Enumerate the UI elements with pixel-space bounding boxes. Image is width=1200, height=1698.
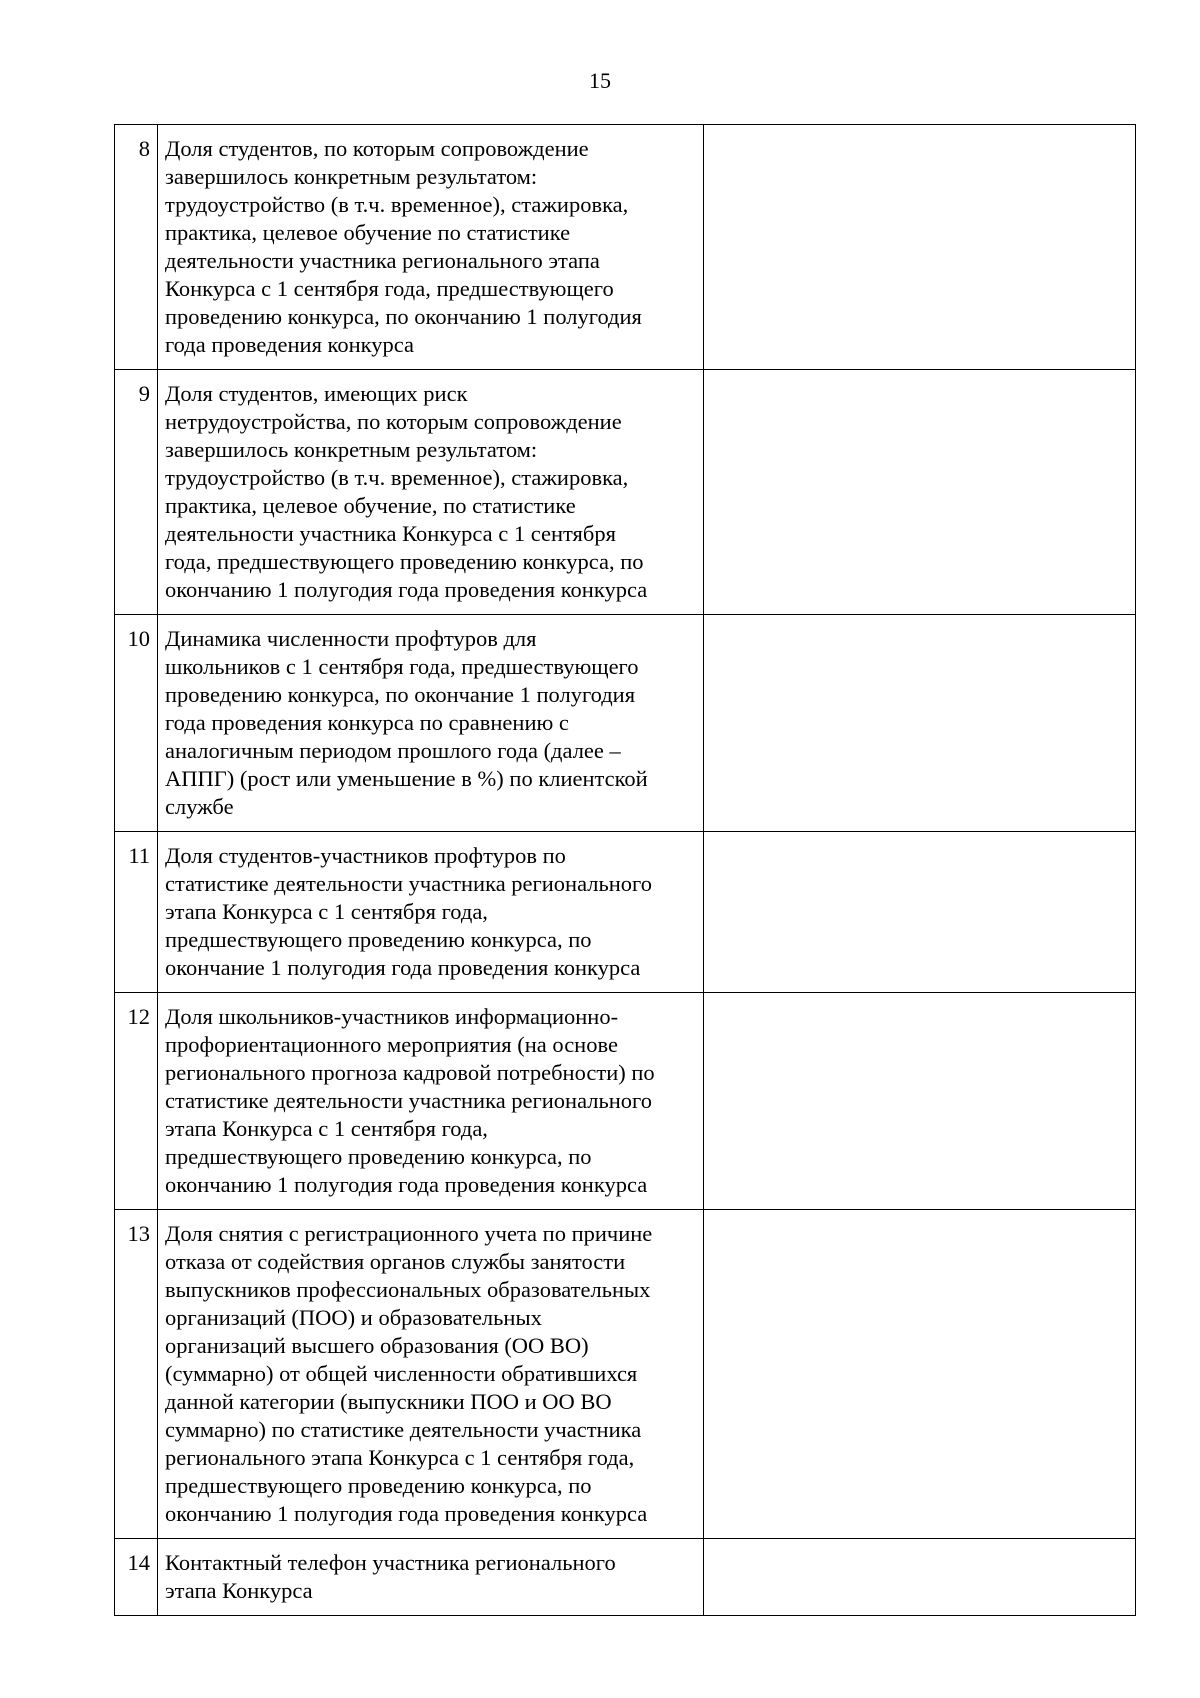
value-cell[interactable] <box>704 1210 1136 1539</box>
table-row <box>115 370 1136 615</box>
criterion-text <box>158 1539 704 1616</box>
criterion-text-content: Доля студентов, имеющих риск нетрудоустройства, по которым сопровождение завершилось конкретным результатом: трудоустройство (в т.ч. временное), стажировка, практика, целевое обучение, по статистике деятельности участника Конкурса с 1 сентября года, предшествующего проведению конкурса, по окончанию 1 полугодия года проведения конкурса <box>165 381 648 602</box>
criteria-table <box>114 124 1136 1616</box>
criterion-text <box>158 1210 704 1539</box>
table-row <box>115 615 1136 832</box>
row-number: 9 <box>115 370 158 615</box>
criterion-text <box>158 993 704 1210</box>
row-number: 8 <box>115 125 158 370</box>
table-row <box>115 1210 1136 1539</box>
row-number: 11 <box>115 832 158 993</box>
criterion-text-content: Доля школьников-участников информационно- профориентационного мероприятия (на основе регионального прогноза кадровой потребности) по статистике деятельности участника регионального этапа Конкурса с 1 сентября года, предшествующего проведению конкурса, по окончанию 1 полугодия года проведения конкурса <box>165 1004 655 1197</box>
row-number: 14 <box>115 1539 158 1616</box>
table-row <box>115 1539 1136 1616</box>
criterion-text-content: Контактный телефон участника регионального этапа Конкурса <box>165 1550 616 1603</box>
value-cell[interactable] <box>704 125 1136 370</box>
value-cell[interactable] <box>704 615 1136 832</box>
criterion-text <box>158 125 704 370</box>
criterion-text-content: Доля студентов, по которым сопровождение завершилось конкретным результатом: трудоустройство (в т.ч. временное), стажировка, практика, целевое обучение по статистике деятельности участника регионального этапа Конкурса с 1 сентября года, предшествующего проведению конкурса, по окончанию 1 полугодия года проведения конкурса <box>165 136 642 357</box>
value-cell[interactable] <box>704 370 1136 615</box>
criterion-text-content: Доля снятия с регистрационного учета по причине отказа от содействия органов службы занятости выпускников профессиональных образовательных организаций (ПОО) и образовательных организаций высшего образования (ОО ВО) (суммарно) от общей численности обратившихся данной категории (выпускники ПОО и ОО ВО суммарно) по статистике деятельности участника регионального этапа Конкурса с 1 сентября года, предшествующего проведению конкурса, по окончанию 1 полугодия года проведения конкурса <box>165 1221 653 1526</box>
table-row <box>115 993 1136 1210</box>
page-number: 15 <box>589 68 611 93</box>
criterion-text <box>158 832 704 993</box>
criterion-text <box>158 370 704 615</box>
criterion-text-content: Динамика численности профтуров для школьников с 1 сентября года, предшествующего проведению конкурса, по окончание 1 полугодия года проведения конкурса по сравнению с аналогичным периодом прошлого года (далее – АППГ) (рост или уменьшение в %) по клиентской службе <box>165 626 648 819</box>
row-number: 10 <box>115 615 158 832</box>
criterion-text <box>158 615 704 832</box>
row-number: 12 <box>115 993 158 1210</box>
value-cell[interactable] <box>704 1539 1136 1616</box>
table-row <box>115 125 1136 370</box>
criterion-text-content: Доля студентов-участников профтуров по статистике деятельности участника регионального этапа Конкурса с 1 сентября года, предшествующего проведению конкурса, по окончание 1 полугодия года проведения конкурса <box>165 843 652 980</box>
value-cell[interactable] <box>704 993 1136 1210</box>
row-number: 13 <box>115 1210 158 1539</box>
value-cell[interactable] <box>704 832 1136 993</box>
table-row <box>115 832 1136 993</box>
